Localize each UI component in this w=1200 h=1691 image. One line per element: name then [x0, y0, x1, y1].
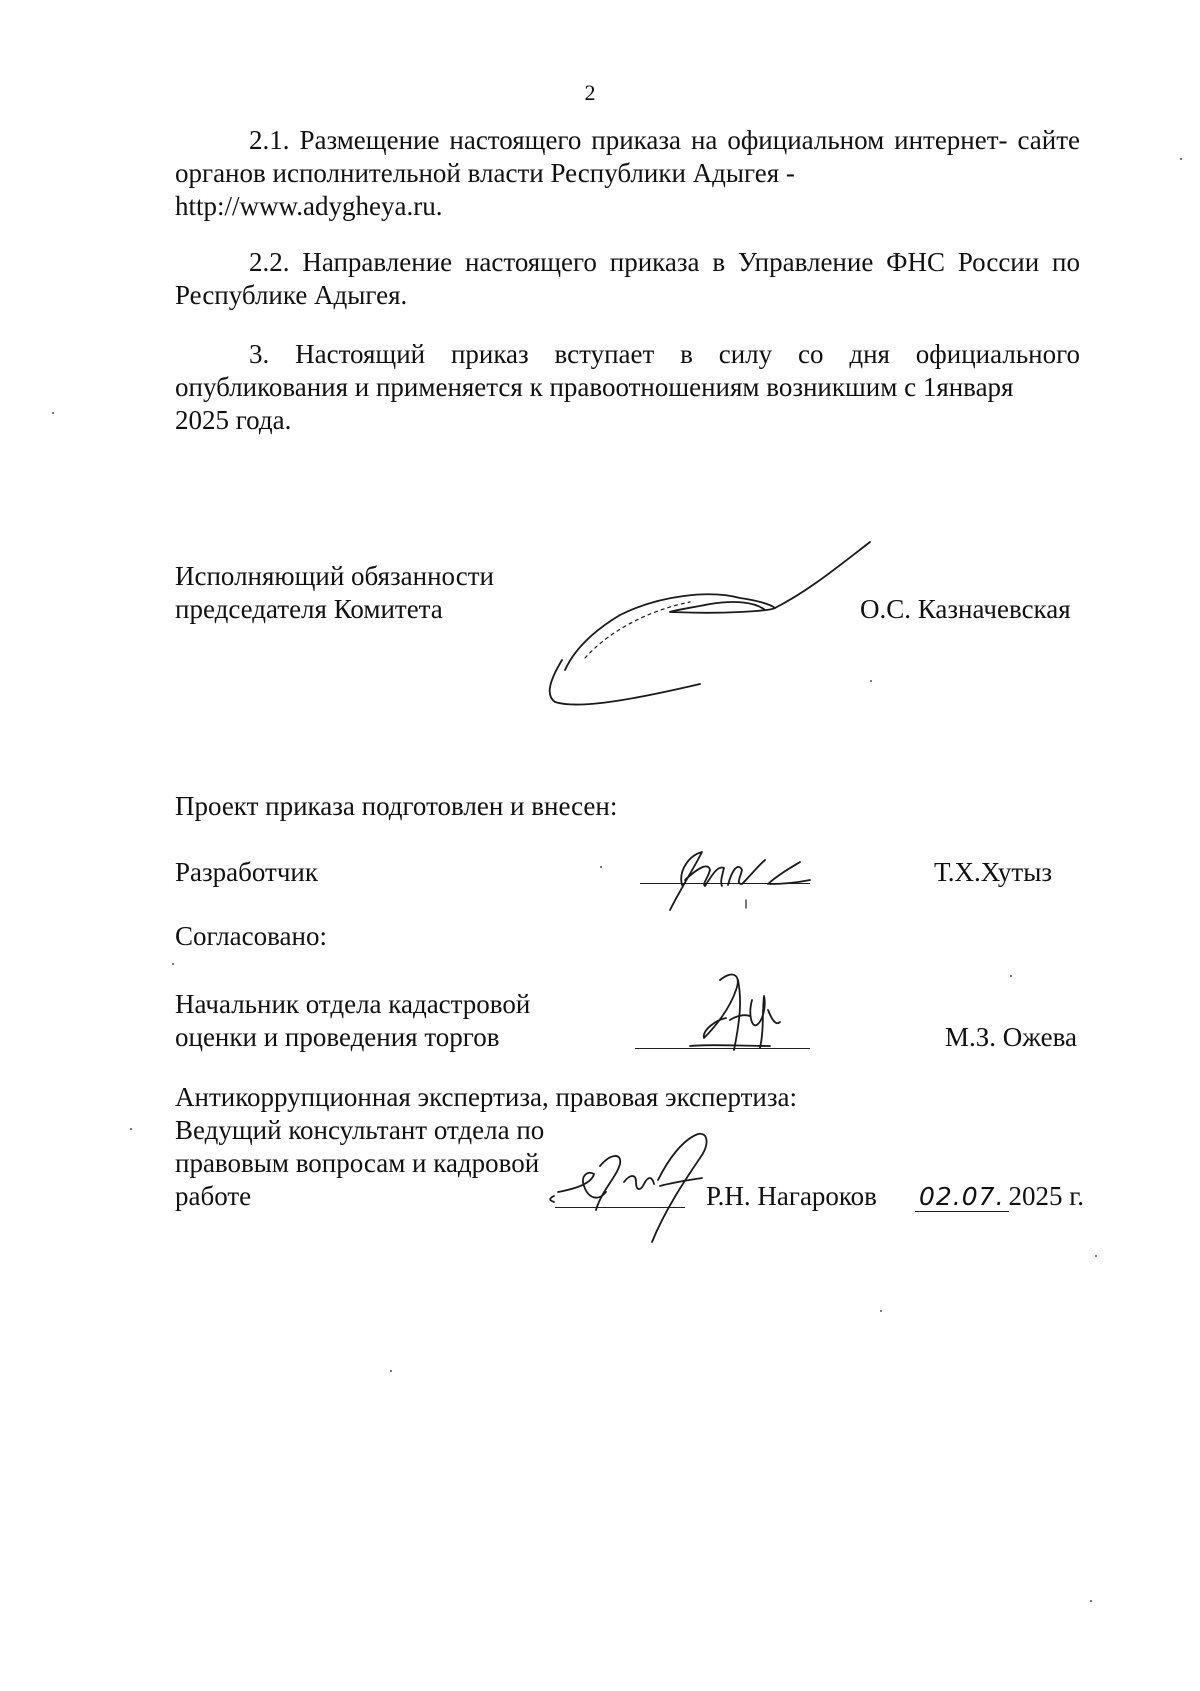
scan-speck [130, 1128, 132, 1130]
scan-speck [1180, 158, 1182, 160]
expertise-role-line1: Ведущий консультант отдела по [175, 1115, 545, 1145]
developer-role: Разработчик [175, 857, 318, 887]
head-name: М.З. Ожева [945, 1022, 1077, 1052]
scan-speck [1090, 1600, 1092, 1602]
head-role-line2: оценки и проведения торгов [175, 1022, 500, 1052]
paragraph-2-1 [175, 124, 1080, 223]
expertise-name: Р.Н. Нагароков [706, 1181, 877, 1211]
head-role-line1: Начальник отдела кадастровой [175, 989, 531, 1019]
scan-speck [390, 1370, 392, 1372]
paragraph-2-2 [175, 246, 1080, 312]
prepared-heading: Проект приказа подготовлен и внесен: [175, 791, 618, 821]
page-number: 2 [584, 80, 596, 105]
signature-khutyz-icon [650, 840, 820, 920]
paragraph-line: Республике Адыгея. [175, 280, 408, 310]
paragraph-line: опубликования и применяется к правоотношениям возникшим с 1января [175, 372, 1014, 402]
expertise-date [915, 1180, 1084, 1213]
scan-speck [870, 680, 872, 682]
scan-speck [600, 866, 602, 868]
expertise-role-line2: правовым вопросам и кадровой [175, 1148, 540, 1178]
paragraph-line: сайте органов исполнительной власти Республики Адыгея - [175, 125, 1080, 188]
paragraph-line: http://www.adygheya.ru. [175, 191, 443, 221]
scan-speck [52, 412, 54, 414]
chair-name: О.С. Казначевская [860, 594, 1071, 624]
scan-speck [880, 1310, 882, 1312]
scan-speck [1010, 975, 1012, 977]
paragraph-line: 2.1. Размещение настоящего приказа на официальном интернет- [249, 125, 1008, 155]
scan-speck [172, 963, 174, 965]
signature-ozheva-icon [680, 960, 820, 1070]
expertise-role-line3: работе [175, 1181, 252, 1211]
chair-title-line2: председателя Комитета [175, 594, 443, 624]
paragraph-line: 3. Настоящий приказ вступает в силу со дня официального [249, 339, 1080, 369]
date-year: 2025 г. [1008, 1181, 1085, 1211]
paragraph-line: 2.2. Направление настоящего приказа в Управление ФНС России по [249, 247, 1080, 277]
handwritten-date: 02.07. [915, 1182, 1009, 1212]
expertise-heading: Антикоррупционная экспертиза, правовая экспертиза: [175, 1082, 798, 1112]
chair-title-line1: Исполняющий обязанности [175, 561, 494, 591]
developer-name: Т.Х.Хутыз [934, 857, 1053, 887]
paragraph-line: 2025 года. [175, 405, 292, 435]
signature-kaznachevskaya-icon [540, 530, 880, 710]
agreed-heading: Согласовано: [175, 921, 327, 951]
paragraph-3 [175, 338, 1080, 437]
scan-speck [1095, 1255, 1097, 1257]
